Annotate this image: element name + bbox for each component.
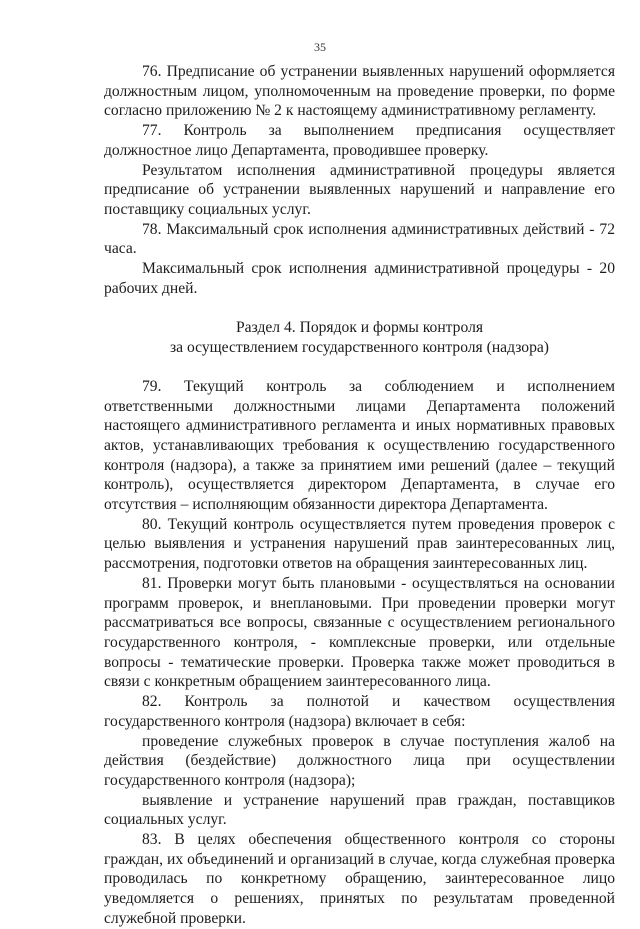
section-heading-line-1: Раздел 4. Порядок и формы контроля bbox=[235, 319, 484, 337]
paragraph-result: Результатом исполнения административной процедуры является предписание об устранении выявленных нарушений и направление его поставщику социальных услуг. bbox=[104, 161, 615, 218]
paragraph-83: 83. В целях обеспечения общественного контроля со стороны граждан, их объединений и организаций в случае, когда служебная проверка проводилась по конкретному обращению, заинтересованное лицо уведомляется о решениях, принятых по результатам проведенной служебной проверки. bbox=[104, 831, 615, 927]
paragraph-78: 78. Максимальный срок исполнения административных действий - 72 часа. bbox=[104, 220, 615, 258]
document-body bbox=[104, 62, 615, 929]
paragraph-80: 80. Текущий контроль осуществляется путем проведения проверок с целью выявления и устранения нарушений прав заинтересованных лиц, рассмотрения, подготовки ответов на обращения заинтересованных лиц. bbox=[104, 515, 615, 573]
paragraph-82-item-1: проведение служебных проверок в случае поступления жалоб на действия (бездействие) должностного лица при осуществлении государственного контроля (надзора); bbox=[104, 732, 615, 789]
paragraph-77: 77. Контроль за выполнением предписания осуществляет должностное лицо Департамента, проводившее проверку. bbox=[104, 122, 615, 159]
paragraph-79: 79. Текущий контроль за соблюдением и исполнением ответственными должностными лицами Департамента положений настоящего административного регламента и иных нормативных правовых актов, устанавливающих требования к осуществлению государственного контроля (надзора), а также за принятием ими решений (далее – текущий контроль), осуществляется директором Департамента, в случае его отсутствия – исполняющим обязанности директора Департамента. bbox=[104, 377, 615, 514]
paragraph-82: 82. Контроль за полнотой и качеством осуществления государственного контроля (надзора) включает в себя: bbox=[104, 693, 615, 730]
paragraph-76: 76. Предписание об устранении выявленных нарушений оформляется должностным лицом, уполномоченным на проведение проверки, по форме согласно приложению № 2 к настоящему административному регламенту. bbox=[104, 63, 615, 120]
section-heading-line-2: за осуществлением государственного контроля (надзора) bbox=[170, 339, 549, 357]
section-heading bbox=[104, 318, 615, 357]
paragraph-82-item-2: выявление и устранение нарушений прав граждан, поставщиков социальных услуг. bbox=[104, 791, 615, 829]
paragraph-max-term: Максимальный срок исполнения административной процедуры - 20 рабочих дней. bbox=[104, 260, 615, 297]
page-number: 35 bbox=[314, 40, 326, 54]
paragraph-81: 81. Проверки могут быть плановыми - осуществляться на основании программ проверок, и внеплановыми. При проведении проверки могут рассматриваться все вопросы, связанные с осуществлением регионального государственного контроля, - комплексные проверки, или отдельные вопросы - тематические проверки. Проверка также может проводиться в связи с конкретным обращением заинтересованного лица. bbox=[104, 574, 615, 691]
